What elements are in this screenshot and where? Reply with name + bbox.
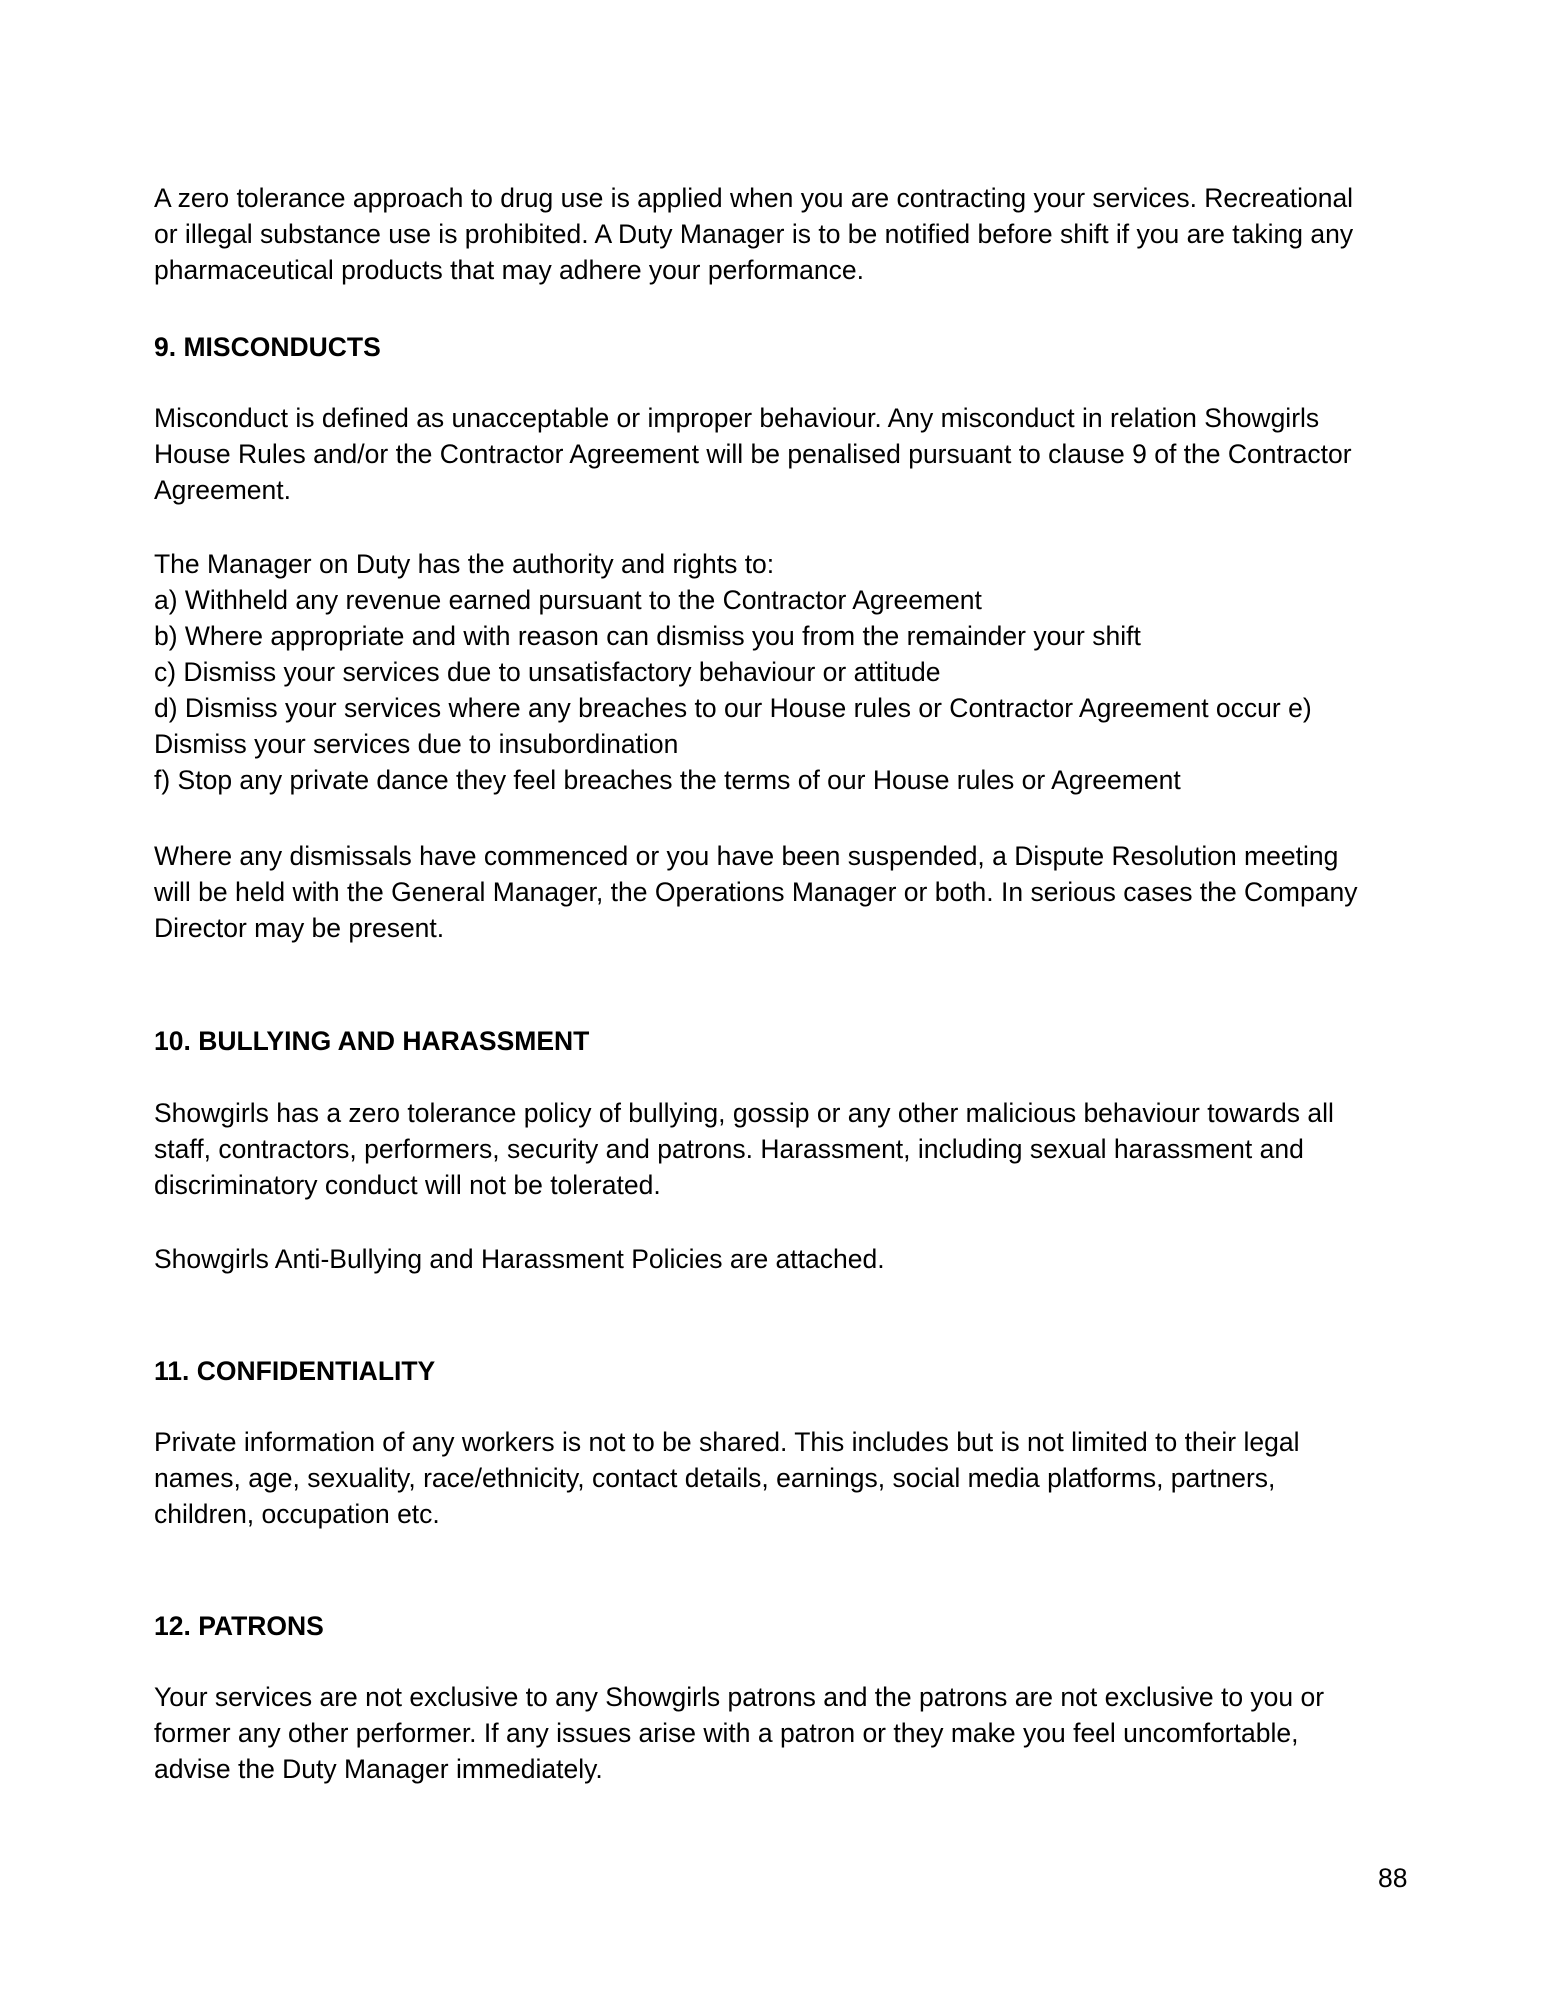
text-line: staff, contractors, performers, security and patrons. Harassment, including sexual harassment and	[154, 1134, 1304, 1164]
text-line: will be held with the General Manager, the Operations Manager or both. In serious cases the Company	[154, 877, 1358, 907]
text-line: Showgirls Anti-Bullying and Harassment Policies are attached.	[154, 1244, 885, 1274]
section-heading: 12. PATRONS	[154, 1611, 324, 1641]
section-heading: 10. BULLYING AND HARASSMENT	[154, 1026, 590, 1056]
rights-intro: The Manager on Duty has the authority and rights to:	[154, 549, 775, 579]
page-number: 88	[1378, 1863, 1408, 1893]
text-line: Where any dismissals have commenced or you have been suspended, a Dispute Resolution meeting	[154, 841, 1339, 871]
text-line: discriminatory conduct will not be tolerated.	[154, 1170, 661, 1200]
text-line: advise the Duty Manager immediately.	[154, 1754, 603, 1784]
text-line: Director may be present.	[154, 913, 445, 943]
text-line: A zero tolerance approach to drug use is applied when you are contracting your services. Recreational	[154, 183, 1354, 213]
list-item: b) Where appropriate and with reason can dismiss you from the remainder your shift	[154, 621, 1141, 651]
text-line: Misconduct is defined as unacceptable or improper behaviour. Any misconduct in relation Showgirls	[154, 403, 1320, 433]
list-item: a) Withheld any revenue earned pursuant to the Contractor Agreement	[154, 585, 982, 615]
text-line: Agreement.	[154, 475, 291, 505]
text-line: pharmaceutical products that may adhere your performance.	[154, 255, 864, 285]
text-line: children, occupation etc.	[154, 1499, 440, 1529]
section-heading: 11. CONFIDENTIALITY	[154, 1356, 436, 1386]
text-line: former any other performer. If any issues arise with a patron or they make you feel uncomfortable,	[154, 1718, 1299, 1748]
text-line: names, age, sexuality, race/ethnicity, contact details, earnings, social media platforms, partners,	[154, 1463, 1276, 1493]
text-line: House Rules and/or the Contractor Agreement will be penalised pursuant to clause 9 of the Contractor	[154, 439, 1352, 469]
text-line: Private information of any workers is not to be shared. This includes but is not limited to their legal	[154, 1427, 1300, 1457]
text-line: or illegal substance use is prohibited. A Duty Manager is to be notified before shift if you are taking any	[154, 219, 1354, 249]
text-line: Your services are not exclusive to any Showgirls patrons and the patrons are not exclusive to you or	[154, 1682, 1325, 1712]
list-item: d) Dismiss your services where any breaches to our House rules or Contractor Agreement occur e)	[154, 693, 1312, 723]
section-heading: 9. MISCONDUCTS	[154, 332, 381, 362]
list-item: f) Stop any private dance they feel breaches the terms of our House rules or Agreement	[154, 765, 1181, 795]
list-item: c) Dismiss your services due to unsatisfactory behaviour or attitude	[154, 657, 941, 687]
list-item: Dismiss your services due to insubordination	[154, 729, 679, 759]
text-line: Showgirls has a zero tolerance policy of bullying, gossip or any other malicious behaviour towards all	[154, 1098, 1334, 1128]
